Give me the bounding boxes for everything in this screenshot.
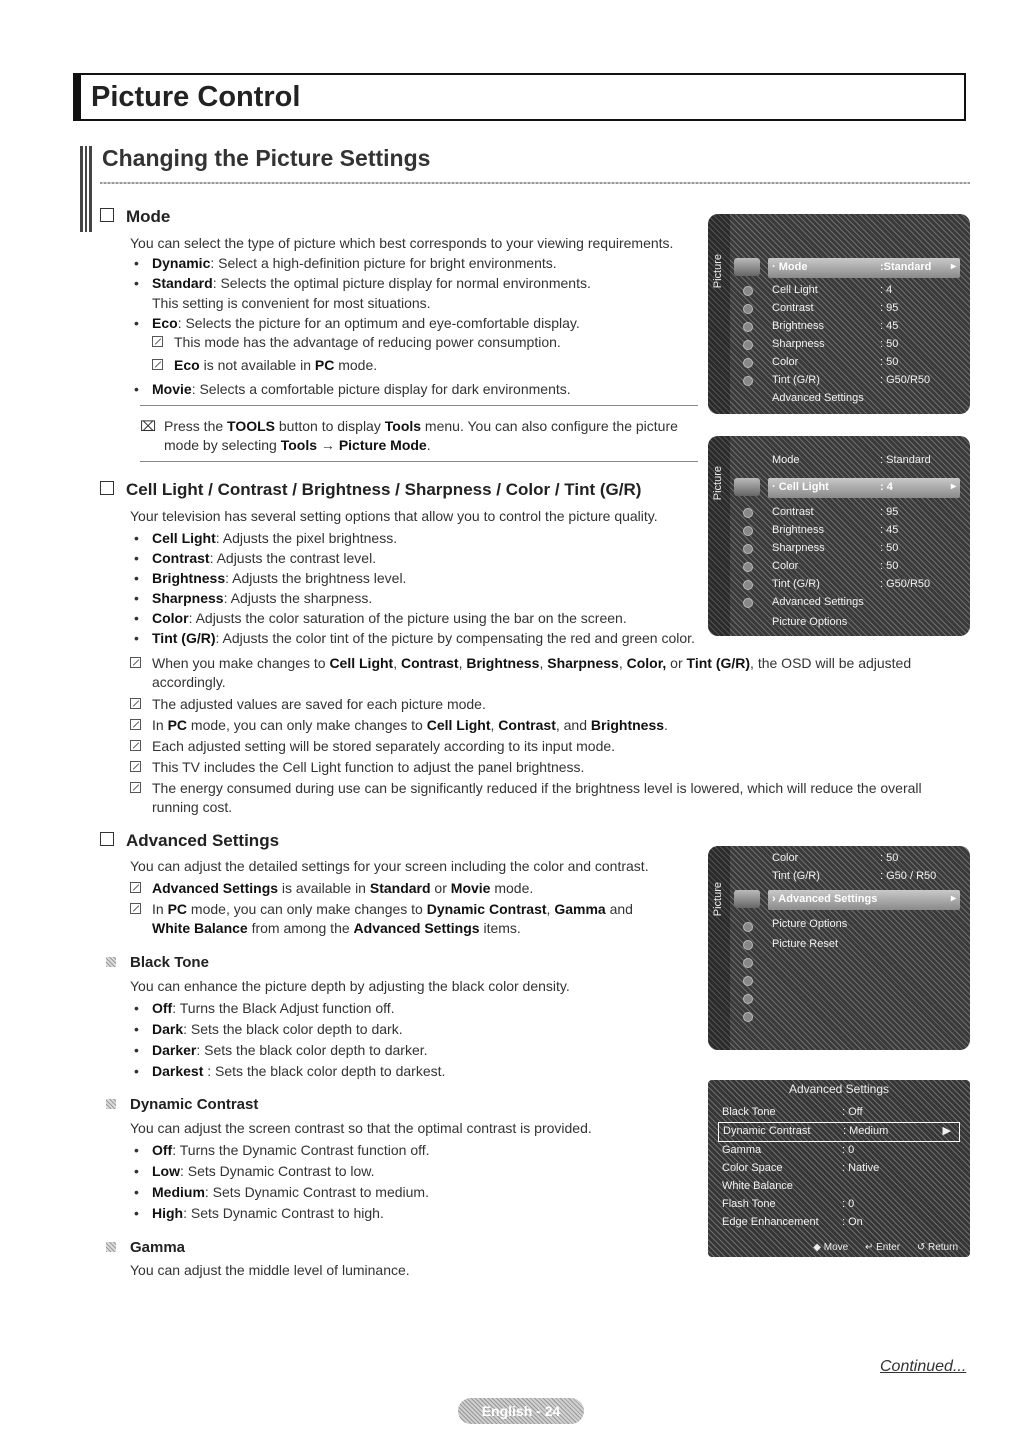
osd-row[interactable]: Brightness : 45 xyxy=(772,524,899,536)
note: Eco is not available in PC mode. xyxy=(152,356,700,375)
divider xyxy=(140,405,698,406)
move-hint: ◆ Move xyxy=(813,1242,849,1253)
list-item: • Darker: Sets the black color depth to darker. xyxy=(130,1040,700,1060)
divider xyxy=(140,461,698,462)
application-icon xyxy=(743,580,753,590)
note: Each adjusted setting will be stored separately according to its input mode. xyxy=(130,737,960,756)
list-item: • Dynamic: Select a high-definition picture for bright environments. xyxy=(130,253,700,273)
page-title-box xyxy=(73,73,966,121)
osd-menu-title: Advanced Settings xyxy=(788,1082,890,1096)
note-icon xyxy=(152,359,163,370)
black-tone-body xyxy=(130,976,700,1081)
advanced-body xyxy=(130,856,700,938)
osd-row[interactable]: Color : 50 xyxy=(772,560,899,572)
setup-icon xyxy=(743,958,753,968)
osd-menu-footer xyxy=(799,1242,958,1253)
osd-menu-row-selected[interactable]: Dynamic Contrast : Medium ▶ xyxy=(718,1122,960,1142)
gamma-intro: You can adjust the middle level of luminance. xyxy=(130,1262,410,1278)
note-icon xyxy=(130,882,141,893)
list-item: • Sharpness: Adjusts the sharpness. xyxy=(130,588,720,608)
osd-menu-row[interactable]: Edge Enhancement : On xyxy=(722,1216,863,1228)
black-tone-intro: You can enhance the picture depth by adjusting the black color density. xyxy=(130,978,570,994)
list-item: • Movie: Selects a comfortable picture display for dark environments. xyxy=(130,379,700,399)
list-item: • Darkest : Sets the black color depth to darkest. xyxy=(130,1061,700,1081)
tv-picture-icon xyxy=(734,890,760,908)
osd-menu-row[interactable]: Flash Tone : 0 xyxy=(722,1198,855,1210)
tools-icon: ⌧ xyxy=(140,418,157,434)
square-bullet-icon xyxy=(106,957,116,967)
mode-body xyxy=(130,233,700,399)
dynamic-contrast-body xyxy=(130,1118,700,1223)
list-item: • Contrast: Adjusts the contrast level. xyxy=(130,548,720,568)
note-icon xyxy=(130,698,141,709)
osd-row[interactable]: · Cell Light : 4 ▸ xyxy=(768,478,960,498)
osd-row[interactable]: Color : 50 xyxy=(772,356,899,368)
osd-row[interactable]: Sharpness : 50 xyxy=(772,542,899,554)
osd-row[interactable]: Tint (G/R) : G50/R50 xyxy=(772,578,931,590)
note: When you make changes to Cell Light, Contrast, Brightness, Sharpness, Color, or Tint (G/R), the OSD will be adjusted accordingly. xyxy=(130,654,960,692)
osd-row[interactable]: Advanced Settings xyxy=(772,392,864,404)
cell-light-heading: Cell Light / Contrast / Brightness / Sharpness / Color / Tint (G/R) xyxy=(100,480,641,500)
list-item: • Off: Turns the Black Adjust function off. xyxy=(130,998,700,1018)
note: The energy consumed during use can be significantly reduced if the brightness level is lowered, which will reduce the overall running cost. xyxy=(130,779,960,817)
tv-picture-icon xyxy=(734,478,760,496)
osd-row[interactable]: Tint (G/R) : G50 / R50 xyxy=(772,870,937,882)
osd-row[interactable]: Brightness : 45 xyxy=(772,320,899,332)
osd-row[interactable]: · Mode :Standard ▸ xyxy=(768,258,960,278)
note: This TV includes the Cell Light function to adjust the panel brightness. xyxy=(130,758,960,777)
osd-side-tab xyxy=(708,214,730,414)
osd-menu-row[interactable]: Color Space : Native xyxy=(722,1162,880,1174)
osd-row[interactable]: Tint (G/R) : G50/R50 xyxy=(772,374,931,386)
channel-icon xyxy=(743,940,753,950)
input-icon xyxy=(743,562,753,572)
osd-side-label: Picture xyxy=(712,466,724,501)
osd-row[interactable]: Picture Options xyxy=(772,918,848,930)
osd-row[interactable]: Sharpness : 50 xyxy=(772,338,899,350)
application-icon xyxy=(743,358,753,368)
channel-icon xyxy=(743,526,753,536)
advanced-intro: You can adjust the detailed settings for your screen including the color and contrast. xyxy=(130,858,649,874)
note-icon xyxy=(130,782,141,793)
osd-menu-row[interactable]: White Balance xyxy=(722,1180,793,1192)
osd-advanced-settings-menu xyxy=(708,1080,970,1257)
note-icon xyxy=(130,657,141,668)
list-item: • Off: Turns the Dynamic Contrast function off. xyxy=(130,1140,700,1160)
list-item: • Eco: Selects the picture for an optimum and eye-comfortable display. xyxy=(130,313,700,333)
osd-row[interactable]: Mode : Standard xyxy=(772,454,931,466)
title-accent-bar xyxy=(75,75,81,119)
osd-row[interactable]: Cell Light : 4 xyxy=(772,284,893,296)
note-icon xyxy=(130,740,141,751)
note-icon xyxy=(130,719,141,730)
osd-row[interactable]: Picture Reset xyxy=(772,938,839,950)
osd-side-label: Picture xyxy=(712,254,724,289)
square-bullet-icon xyxy=(106,1099,116,1109)
subtitle-bars xyxy=(80,146,92,232)
support-icon xyxy=(743,376,753,386)
support-icon xyxy=(743,1012,753,1022)
continued-label: Continued... xyxy=(880,1358,967,1375)
checkbox-icon xyxy=(100,481,114,495)
list-item: • Color: Adjusts the color saturation of the picture using the bar on the screen. xyxy=(130,608,720,628)
list-item: • Tint (G/R): Adjusts the color tint of the picture by compensating the red and green color. xyxy=(130,628,720,648)
list-item: • Dark: Sets the black color depth to dark. xyxy=(130,1019,700,1039)
page-number: English - 24 xyxy=(458,1398,584,1424)
mode-heading: Mode xyxy=(100,207,170,227)
note: In PC mode, you can only make changes to Cell Light, Contrast, and Brightness. xyxy=(130,716,960,735)
list-item: • High: Sets Dynamic Contrast to high. xyxy=(130,1203,700,1223)
enter-hint: ↵ Enter xyxy=(864,1242,901,1253)
osd-side-label: Picture xyxy=(712,882,724,917)
advanced-heading: Advanced Settings xyxy=(100,831,279,851)
list-item: • Medium: Sets Dynamic Contrast to medium. xyxy=(130,1182,700,1202)
cell-notes xyxy=(130,654,960,817)
return-hint: ↺ Return xyxy=(916,1242,958,1253)
osd-picture-mode-screen xyxy=(708,214,970,414)
osd-cell-light-screen xyxy=(708,436,970,636)
osd-row[interactable]: Color : 50 xyxy=(772,852,899,864)
setup-icon xyxy=(743,322,753,332)
osd-side-tab xyxy=(708,846,730,1050)
note: In PC mode, you can only make changes to Dynamic Contrast, Gamma and White Balance from among the Advanced Settings items. xyxy=(130,900,700,938)
tools-tip: ⌧ Press the TOOLS button to display Tools menu. You can also configure the picture mode by selecting Tools → Picture Mode. xyxy=(140,418,678,453)
note-icon xyxy=(130,761,141,772)
sound-icon xyxy=(743,922,753,932)
list-item: • Cell Light: Adjusts the pixel brightness. xyxy=(130,528,720,548)
osd-row[interactable]: Advanced Settings xyxy=(772,596,864,608)
note-icon xyxy=(152,336,163,347)
osd-row[interactable]: Contrast : 95 xyxy=(772,506,899,518)
page-title: Picture Control xyxy=(91,81,301,113)
dynamic-contrast-intro: You can adjust the screen contrast so that the optimal contrast is provided. xyxy=(130,1120,592,1136)
list-item: • Standard: Selects the optimal picture display for normal environments. xyxy=(130,273,700,293)
note-icon xyxy=(130,903,141,914)
cell-intro: Your television has several setting options that allow you to control the picture quality. xyxy=(130,508,658,524)
input-icon xyxy=(743,976,753,986)
osd-row[interactable]: Contrast : 95 xyxy=(772,302,899,314)
sound-icon xyxy=(743,286,753,296)
square-bullet-icon xyxy=(106,1242,116,1252)
list-item: • Brightness: Adjusts the brightness level. xyxy=(130,568,720,588)
setup-icon xyxy=(743,544,753,554)
osd-row[interactable]: › Advanced Settings ▸ xyxy=(768,890,960,910)
checkbox-icon xyxy=(100,832,114,846)
note: Advanced Settings is available in Standard or Movie mode. xyxy=(130,879,700,898)
dynamic-contrast-heading: Dynamic Contrast xyxy=(106,1096,258,1113)
tv-picture-icon xyxy=(734,258,760,276)
support-icon xyxy=(743,598,753,608)
note: This mode has the advantage of reducing power consumption. xyxy=(152,333,700,352)
input-icon xyxy=(743,340,753,350)
channel-icon xyxy=(743,304,753,314)
gamma-heading: Gamma xyxy=(106,1239,185,1256)
list-item: • Low: Sets Dynamic Contrast to low. xyxy=(130,1161,700,1181)
black-tone-heading: Black Tone xyxy=(106,954,209,971)
section-subtitle: Changing the Picture Settings xyxy=(102,145,431,171)
cell-light-body xyxy=(130,506,720,648)
subtitle-rule xyxy=(100,182,970,184)
osd-advanced-settings-screen xyxy=(708,846,970,1050)
list-item-continuation: This setting is convenient for most situations. xyxy=(152,295,431,311)
sound-icon xyxy=(743,508,753,518)
osd-row[interactable]: Picture Options xyxy=(772,616,848,628)
mode-intro: You can select the type of picture which best corresponds to your viewing requirements. xyxy=(130,235,674,251)
note: The adjusted values are saved for each picture mode. xyxy=(130,695,960,714)
checkbox-icon xyxy=(100,208,114,222)
application-icon xyxy=(743,994,753,1004)
osd-menu-row[interactable]: Gamma : 0 xyxy=(722,1144,855,1156)
osd-menu-row[interactable]: Black Tone : Off xyxy=(722,1106,863,1118)
